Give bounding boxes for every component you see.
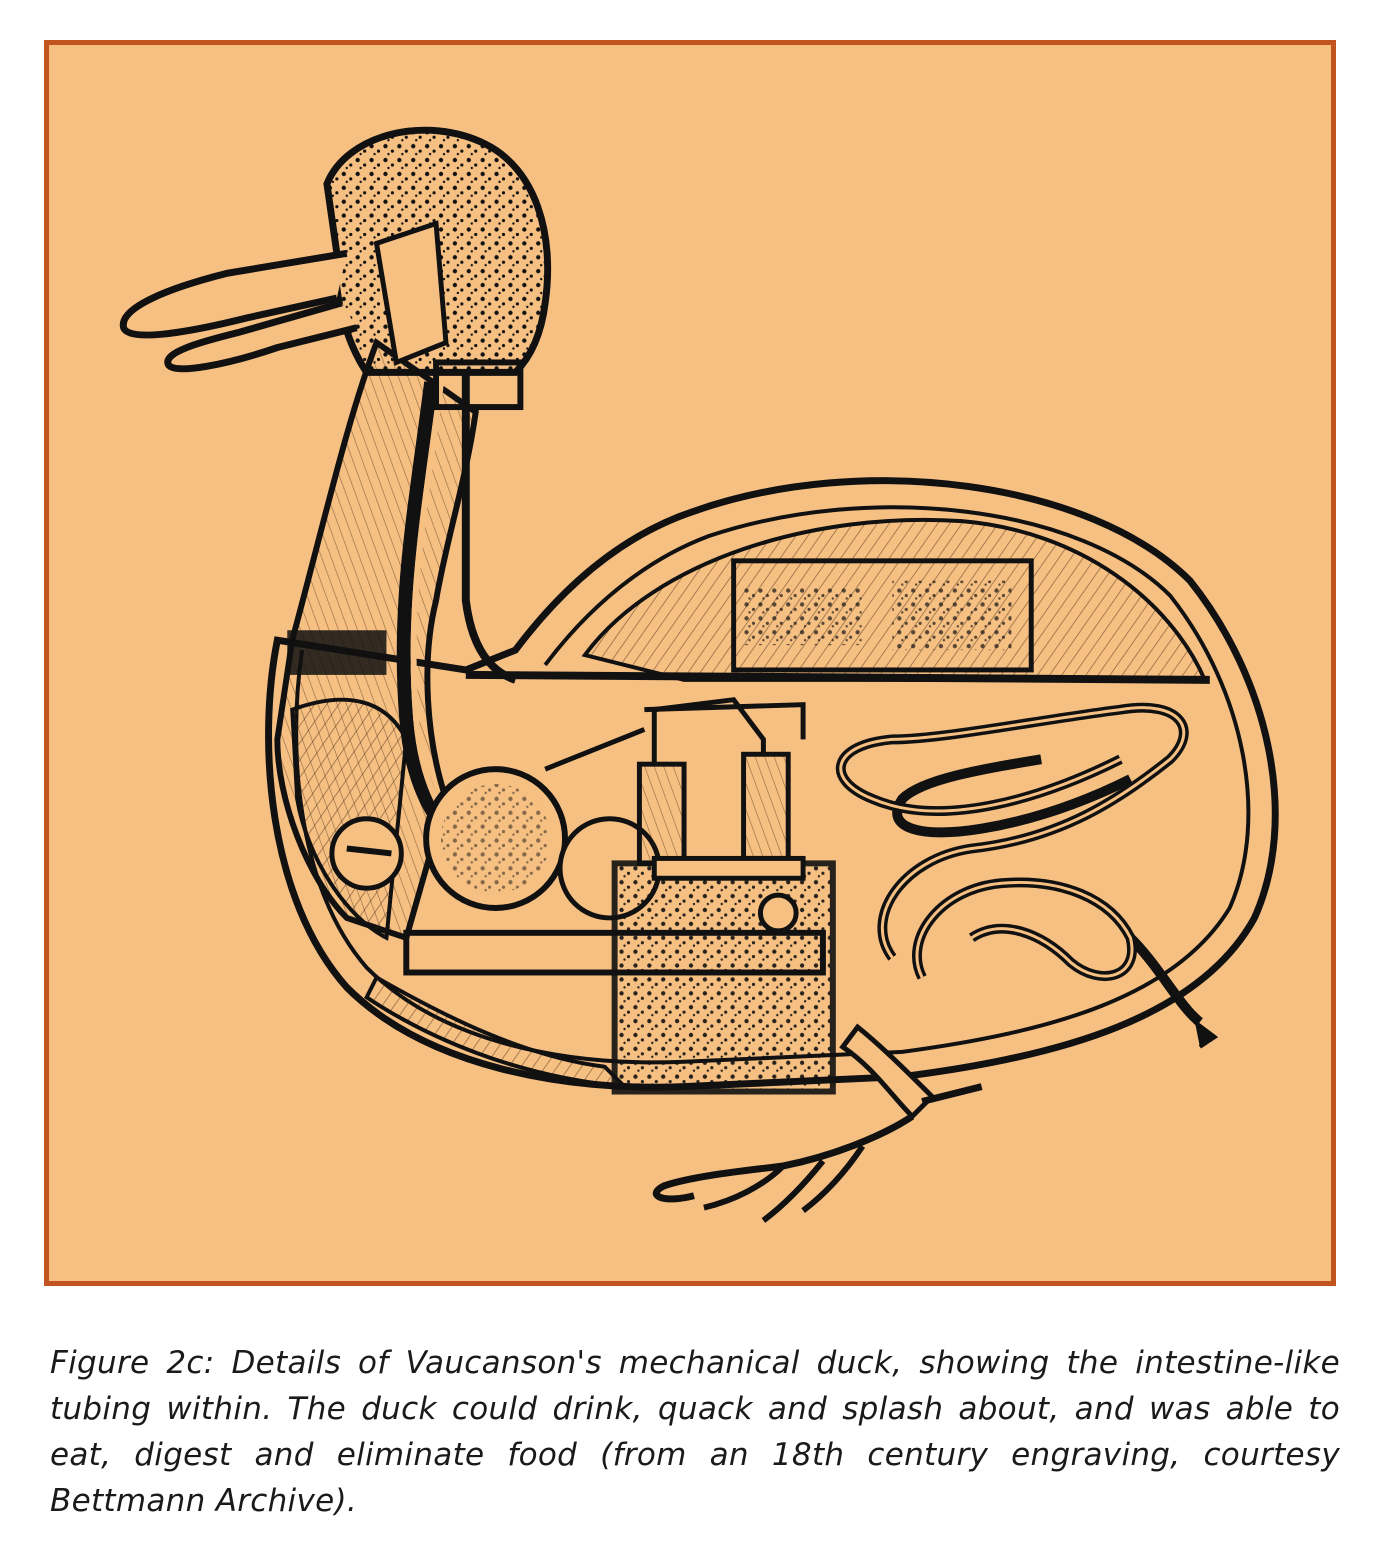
figure-caption: Figure 2c: Details of Vaucanson's mechanical duck, showing the intestine-like tubing within. The duck could drink, quack and splash about, and was able to eat, digest and eliminate food (from an 18th century engraving, courtesy Bettmann Archive). bbox=[50, 1345, 1340, 1519]
duck-foot bbox=[704, 1146, 863, 1220]
figure-frame bbox=[44, 40, 1336, 1286]
mechanism-cylinder bbox=[639, 764, 684, 863]
intestine-tubing bbox=[841, 708, 1200, 1022]
duck-engraving bbox=[49, 45, 1331, 1281]
